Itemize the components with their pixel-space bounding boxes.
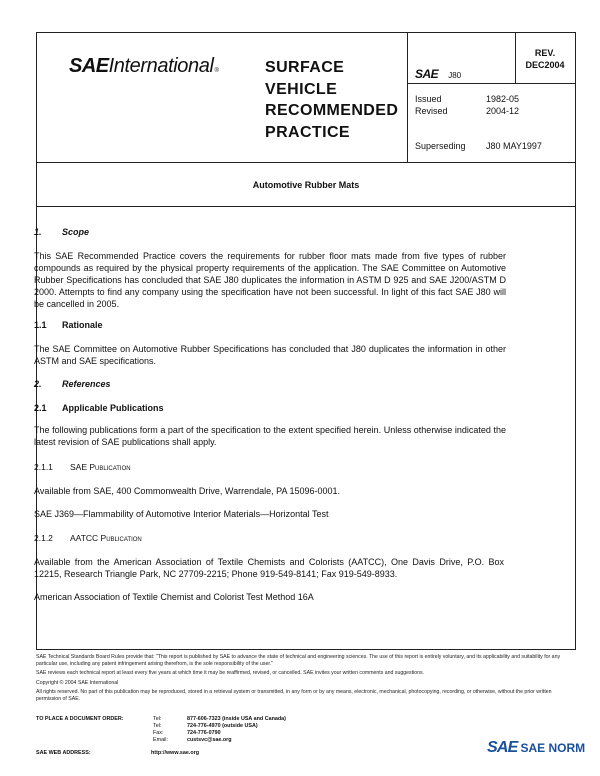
- section-2-1-1-heading: [34, 461, 131, 473]
- sae-norm-stamp: [487, 739, 585, 757]
- doc-number-block: [415, 67, 461, 81]
- document-title: Automotive Rubber Mats: [252, 179, 360, 190]
- section-title: AATCC Publication: [70, 533, 142, 543]
- aatcc-test-method-reference: American Association of Textile Chemist and Colorist Test Method 16A: [34, 592, 314, 602]
- mini-sae-logo: SAE: [415, 67, 439, 81]
- issued-value: 1982-05: [486, 94, 520, 104]
- document-type: [265, 57, 398, 143]
- web-address-label: SAE WEB ADDRESS:: [36, 750, 91, 756]
- issued-label: Issued: [415, 94, 442, 104]
- section-title: Scope: [62, 227, 90, 237]
- rev-date: DEC2004: [525, 60, 565, 70]
- section-title: Applicable Publications: [62, 403, 164, 413]
- sae-availability-text: Available from SAE, 400 Commonwealth Drive, Warrendale, PA 15096-0001.: [34, 486, 340, 496]
- date-block: [415, 93, 519, 117]
- footer-review-text: SAE reviews each technical report at least every five years at which time it may be reaffirmed, revised, or cancelled. SAE invites your written comments and suggestions.: [36, 670, 424, 677]
- email-label: Email:: [153, 737, 168, 743]
- document-header: [37, 33, 575, 163]
- logo-sae-text: SAE: [69, 55, 109, 77]
- fax-label: Fax:: [153, 730, 164, 736]
- revised-label: Revised: [415, 106, 448, 116]
- section-number: 1.: [34, 227, 42, 237]
- order-label: TO PLACE A DOCUMENT ORDER:: [36, 716, 124, 722]
- aatcc-availability-text: Available from the American Association of Textile Chemists and Colorists (AATCC), One Davis Drive, P.O. Box 12215, Research Triangle Park, NC 27709-2215; Phone 919-549-8141; Fax 919-549-8933.: [34, 557, 504, 579]
- stamp-norm-text: SAE NORM: [520, 741, 586, 755]
- section-title: SAE Publication: [70, 462, 131, 472]
- logo-trademark: ®: [214, 68, 219, 74]
- revision-block: [515, 47, 575, 71]
- logo-international-text: International: [108, 55, 214, 77]
- section-number: 2.1: [34, 403, 47, 413]
- footer-copyright: Copyright © 2004 SAE International: [36, 679, 119, 686]
- tel-label: Tel:: [153, 716, 162, 722]
- doctype-line-4: PRACTICE: [265, 123, 350, 141]
- stamp-sae-logo: SAE: [487, 739, 518, 756]
- footer-rules-text: SAE Technical Standards Board Rules provide that: "This report is published by SAE to advance the state of technical and engineering sciences. The use of this report is entirely voluntary, and its applicability and suitability for any particular use, including any patent infringement arising therefrom, is the sole responsibility of the user.": [36, 654, 561, 668]
- section-2-heading: [34, 378, 111, 390]
- section-number: 1.1: [34, 320, 47, 330]
- doctype-line-3: RECOMMENDED: [265, 102, 399, 119]
- section-title: Rationale: [62, 320, 103, 330]
- footer-rights-text: All rights reserved. No part of this publication may be reproduced, stored in a retrieval system or transmitted, in any form or by any means, electronic, mechanical, photocopying, recording, or otherwise, without the prior written permission of SAE.: [36, 688, 552, 703]
- tel2-label: Tel:: [153, 723, 162, 729]
- superseding-block: [415, 141, 542, 151]
- rationale-paragraph: The SAE Committee on Automotive Rubber Specifications has concluded that J80 duplicates the information in other ASTM and SAE specifications.: [34, 344, 506, 366]
- applicable-publications-paragraph: The following publications form a part of the specification to the extent specified herein. Unless otherwise indicated the latest revision of SAE publications shall apply.: [34, 425, 506, 447]
- section-number: 2.: [34, 379, 42, 389]
- section-number: 2.1.1: [34, 462, 53, 472]
- legal-footer: [36, 654, 576, 705]
- title-band: [37, 163, 575, 207]
- sae-j369-reference: SAE J369—Flammability of Automotive Interior Materials—Horizontal Test: [34, 509, 329, 519]
- section-2-1-2-heading: [34, 532, 142, 544]
- section-2-1-heading: [34, 402, 164, 414]
- superseding-value: J80 MAY1997: [486, 141, 542, 151]
- sae-logo: [69, 55, 219, 78]
- superseding-label: Superseding: [415, 141, 466, 151]
- doctype-line-2: VEHICLE: [265, 80, 338, 98]
- header-rule: [407, 83, 575, 84]
- scope-paragraph: This SAE Recommended Practice covers the requirements for rubber floor mats made from five types of rubber compounds as required by the physical property requirements of the application. The SAE Committee on Automotive Rubber Specifications has concluded that SAE J80 duplicates the information in ASTM D 925 and SAE J200/ASTM D 2000. Attempts to find any company using the specification have not been successful. In light of this fact SAE J80 will be cancelled in 2005.: [34, 251, 506, 309]
- tel2-value: 724-776-4970 (outside USA): [187, 723, 258, 729]
- section-1-heading: [34, 226, 89, 238]
- section-number: 2.1.2: [34, 533, 53, 543]
- header-divider-left: [407, 33, 408, 162]
- email-value[interactable]: custsvc@sae.org: [187, 737, 232, 743]
- section-title: References: [62, 379, 111, 389]
- rev-label: REV.: [534, 48, 556, 58]
- web-address-link[interactable]: http://www.sae.org: [151, 750, 200, 756]
- section-1-1-heading: [34, 319, 103, 331]
- doc-number: J80: [448, 71, 462, 80]
- fax-value: 724-776-0790: [187, 730, 221, 736]
- revised-value: 2004-12: [486, 106, 520, 116]
- doctype-line-1: SURFACE: [265, 59, 345, 76]
- tel-value: 877-606-7323 (inside USA and Canada): [187, 716, 286, 722]
